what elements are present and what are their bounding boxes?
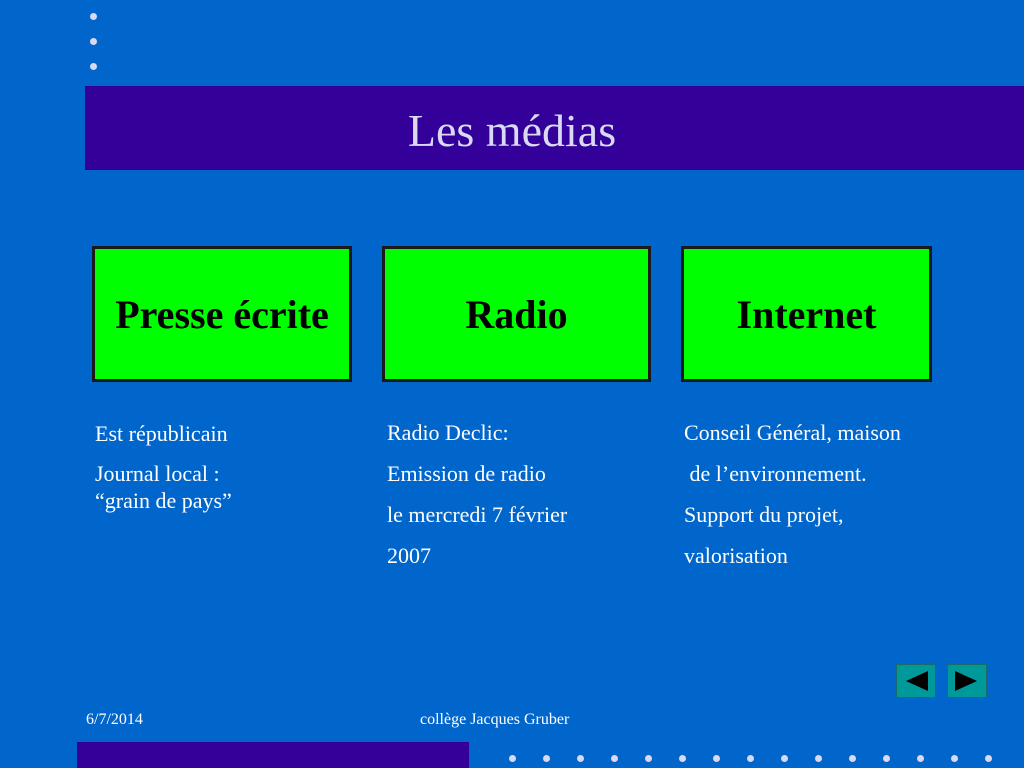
desc-line: Radio Declic: (387, 420, 509, 445)
decor-dot-bottom (781, 755, 788, 762)
decor-dot-bottom (917, 755, 924, 762)
footer-date: 6/7/2014 (86, 711, 143, 728)
decor-dot-bottom (713, 755, 720, 762)
decor-dot-bottom (883, 755, 890, 762)
arrow-left-icon (902, 669, 930, 693)
media-label: Radio (465, 291, 568, 337)
decor-dot-bottom (509, 755, 516, 762)
decor-dot-bottom (815, 755, 822, 762)
desc-line: Est républicain (95, 421, 228, 446)
desc-line: Emission de radio (387, 461, 546, 486)
decor-dot-bottom (611, 755, 618, 762)
desc-line: Journal local : (95, 461, 220, 487)
decor-dot-top (90, 13, 97, 20)
decor-dot-bottom (543, 755, 550, 762)
decor-dot-bottom (577, 755, 584, 762)
bottom-bar (77, 742, 469, 768)
decor-dot-bottom (747, 755, 754, 762)
media-label: Internet (736, 291, 877, 337)
decor-dot-top (90, 38, 97, 45)
media-desc-presse (95, 421, 365, 514)
slide-title: Les médias (407, 105, 617, 156)
desc-line: de l’environnement. (684, 461, 867, 486)
media-box-radio[interactable] (382, 246, 651, 382)
desc-line: 2007 (387, 543, 431, 568)
footer-school: collège Jacques Gruber (420, 711, 570, 728)
decor-dot-bottom (985, 755, 992, 762)
media-box-internet[interactable] (681, 246, 932, 382)
desc-line: le mercredi 7 février (387, 502, 568, 527)
desc-line: Conseil Général, maison (684, 420, 901, 445)
media-desc-internet (684, 412, 984, 576)
media-desc-radio (387, 412, 657, 576)
media-label: Presse écrite (115, 291, 329, 337)
decor-dot-bottom (679, 755, 686, 762)
media-box-presse[interactable] (92, 246, 352, 382)
desc-line: valorisation (684, 543, 788, 568)
desc-line: “grain de pays” (95, 487, 232, 513)
decor-dot-bottom (645, 755, 652, 762)
decor-dot-top (90, 63, 97, 70)
previous-slide-button[interactable] (896, 664, 936, 698)
decor-dot-bottom (849, 755, 856, 762)
desc-line: Support du projet, (684, 502, 844, 527)
arrow-right-icon (953, 669, 981, 693)
decor-dot-bottom (951, 755, 958, 762)
next-slide-button[interactable] (947, 664, 987, 698)
